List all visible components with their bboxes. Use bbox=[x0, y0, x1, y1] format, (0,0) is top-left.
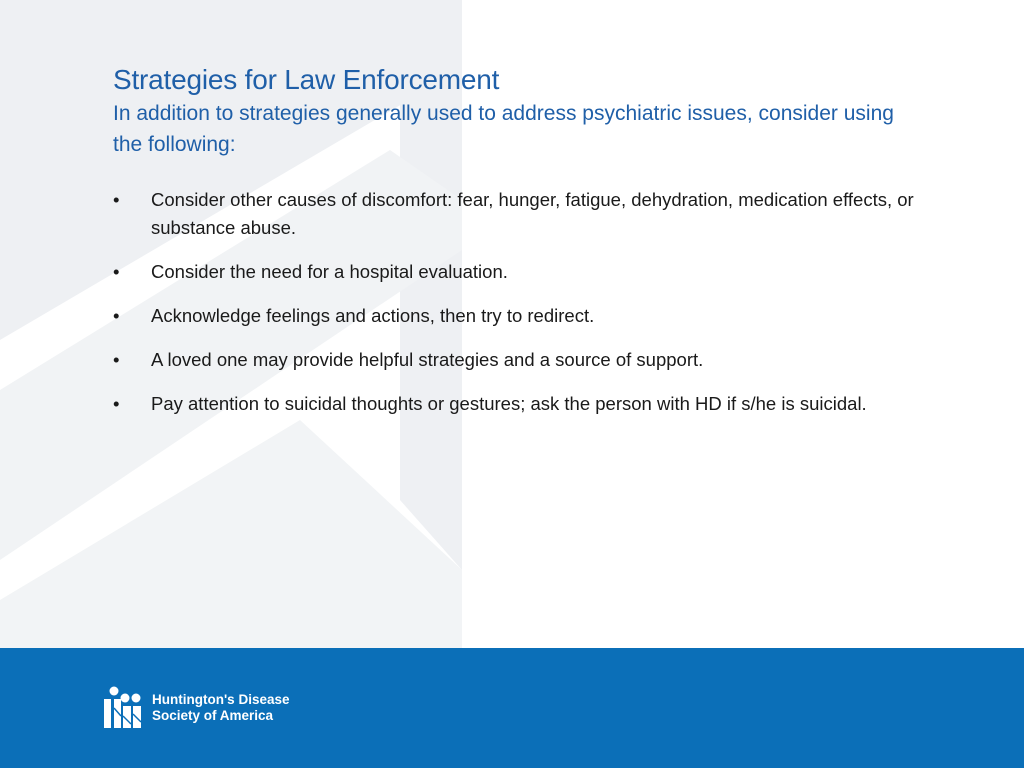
hdsa-logo-icon bbox=[103, 686, 147, 730]
bullet-icon: • bbox=[113, 349, 120, 370]
bullet-item bbox=[113, 258, 921, 286]
slide-subtitle: In addition to strategies generally used to address psychiatric issues, consider using the following: bbox=[113, 102, 894, 156]
logo-text bbox=[152, 692, 289, 724]
bullet-item bbox=[113, 346, 921, 374]
bullet-text: Consider the need for a hospital evaluation. bbox=[151, 261, 508, 282]
hdsa-logo bbox=[103, 686, 289, 730]
bullet-icon: • bbox=[113, 261, 120, 282]
bullet-item bbox=[113, 390, 921, 418]
bullet-text: Consider other causes of discomfort: fear, hunger, fatigue, dehydration, medication effects, or substance abuse. bbox=[151, 189, 914, 238]
logo-line-1: Huntington's Disease bbox=[152, 692, 290, 707]
slide-title: Strategies for Law Enforcement bbox=[113, 64, 500, 95]
bullet-icon: • bbox=[113, 305, 120, 326]
logo-line-2: Society of America bbox=[152, 708, 274, 723]
bullet-item bbox=[113, 302, 921, 330]
bullet-text: Pay attention to suicidal thoughts or gestures; ask the person with HD if s/he is suicidal. bbox=[151, 393, 867, 414]
bullet-text: A loved one may provide helpful strategies and a source of support. bbox=[151, 349, 704, 370]
bullet-item bbox=[113, 186, 921, 242]
bullet-list bbox=[113, 186, 933, 418]
slide-content bbox=[113, 62, 933, 434]
bullet-icon: • bbox=[113, 189, 120, 210]
bullet-text: Acknowledge feelings and actions, then try to redirect. bbox=[151, 305, 595, 326]
bullet-icon: • bbox=[113, 393, 120, 414]
